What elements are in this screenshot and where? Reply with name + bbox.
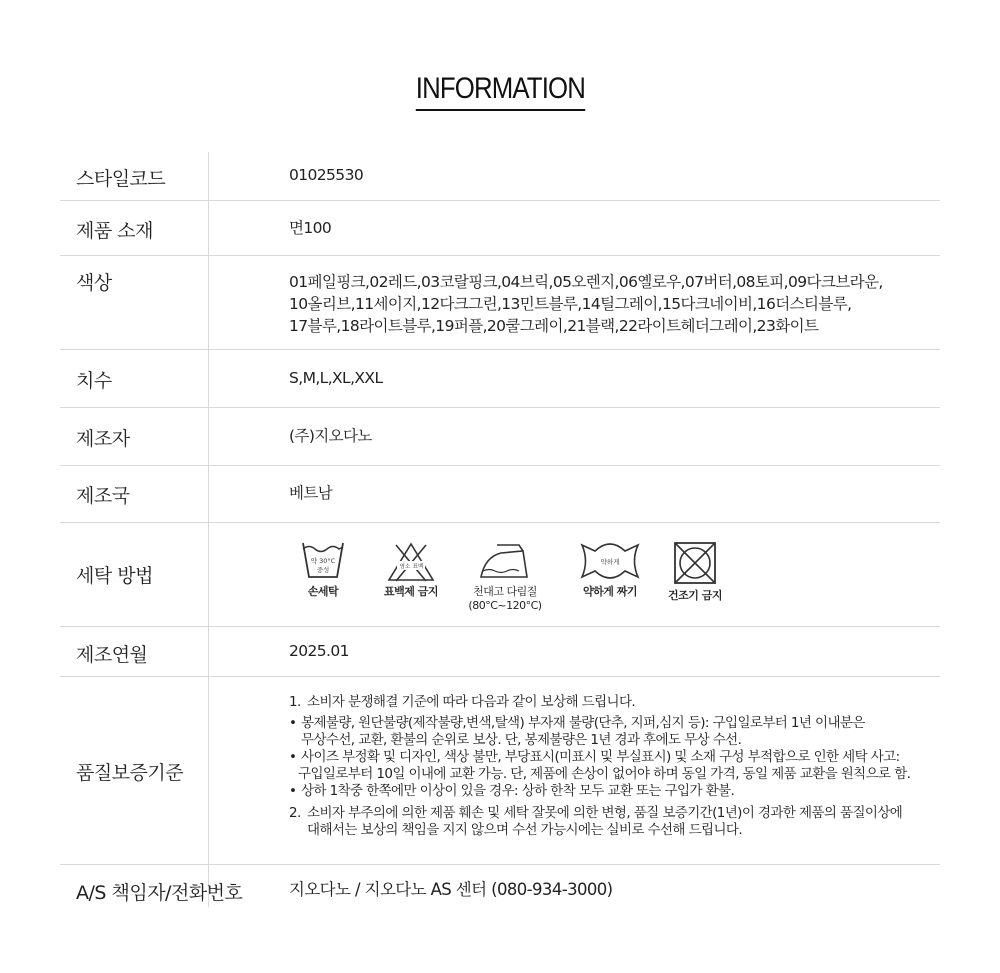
- wash-item: [575, 541, 645, 599]
- label-size: 치수: [76, 370, 112, 392]
- row-quality: [60, 677, 940, 865]
- page-title: INFORMATION: [415, 72, 584, 111]
- quality-bullet-1: • 봉제불량, 원단불량(제작불량,변색,탈색) 부자재 불량(단추, 지퍼,심지 등): 구입일로부터 1년 이내분은: [289, 715, 865, 731]
- wash-item: [665, 541, 725, 603]
- row-date: [60, 627, 940, 677]
- no-bleach-word1: 염소: [399, 564, 411, 570]
- value-color: [289, 271, 883, 337]
- label-maker: 제조자: [76, 428, 130, 450]
- row-maker: [60, 408, 940, 466]
- value-date: 2025.01: [289, 642, 349, 660]
- no-tumble-dry-caption: 건조기 금지: [668, 589, 722, 602]
- label-wash: 세탁 방법: [76, 565, 153, 587]
- color-line: 01페일핑크,02레드,03코랄핑크,04브릭,05오렌지,06옐로우,07버터,08토피,09다크브라운,: [289, 273, 883, 291]
- label-quality: 품질보증기준: [76, 762, 184, 784]
- label-color: 색상: [76, 272, 112, 294]
- row-color: [60, 256, 940, 350]
- label-style-code: 스타일코드: [76, 168, 166, 190]
- wash-item: [465, 541, 545, 613]
- no-bleach-icon: [386, 541, 436, 583]
- gentle-wring-icon: [579, 541, 641, 581]
- quality-bullet-2: • 사이즈 부정확 및 디자인, 색상 불만, 부당표시(미표시 및 부실표시) 및 소재 구성 부적합으로 인한 세탁 사고:: [289, 749, 900, 765]
- color-line: 10올리브,11세이지,12다크그린,13민트블루,14틸그레이,15다크네이비,16더스티블루,: [289, 295, 852, 313]
- label-country: 제조국: [76, 485, 130, 507]
- info-table: [60, 152, 940, 912]
- color-line: 17블루,18라이트블루,19퍼플,20쿨그레이,21블랙,22라이트헤더그레이,23화이트: [289, 317, 819, 335]
- iron-temp-caption: (80°C~120°C): [468, 599, 542, 612]
- value-material: 면100: [289, 219, 332, 237]
- value-size: S,M,L,XL,XXL: [289, 369, 383, 387]
- iron-caption: 천대고 다림질: [473, 585, 537, 598]
- gentle-wring-caption: 약하게 짜기: [583, 585, 637, 598]
- no-tumble-dry-icon: [673, 541, 717, 585]
- value-maker: (주)지오다노: [289, 427, 372, 445]
- label-date: 제조연월: [76, 644, 148, 666]
- wash-item: [293, 541, 353, 599]
- row-as: [60, 865, 940, 912]
- quality-item-1: 1. 소비자 분쟁해결 기준에 따라 다음과 같이 보상해 드립니다.: [289, 694, 636, 710]
- row-country: [60, 466, 940, 523]
- no-bleach-caption: 표백제 금지: [384, 585, 438, 598]
- hand-wash-note: 중성: [316, 566, 330, 574]
- hand-wash-icon: [301, 541, 345, 581]
- header: [0, 72, 1000, 111]
- hand-wash-temp: 약 30°C: [310, 557, 336, 565]
- wash-icons: [289, 541, 769, 621]
- row-material: [60, 201, 940, 256]
- label-material: 제품 소재: [76, 220, 153, 242]
- value-quality: [289, 694, 910, 839]
- quality-bullet-3: • 상하 1착중 한쪽에만 이상이 있을 경우: 상하 한착 모두 교환 또는 구입가 환불.: [289, 783, 735, 799]
- gentle-wring-word: 약하게: [600, 558, 620, 566]
- row-size: [60, 350, 940, 408]
- quality-bullet-1-cont: 무상수선, 교환, 환불의 순위로 보상. 단, 봉제불량은 1년 경과 후에도 무상 수선.: [301, 732, 742, 748]
- label-as: A/S 책임자/전화번호: [76, 882, 243, 904]
- value-style-code: 01025530: [289, 166, 364, 184]
- iron-icon: [477, 541, 533, 581]
- no-bleach-word2: 표백: [412, 564, 424, 570]
- wash-item: [379, 541, 443, 599]
- row-wash: [60, 523, 940, 627]
- quality-item-2-cont: 대해서는 보상의 책임을 지지 않으며 수선 가능시에는 실비로 수선해 드립니다.: [307, 822, 743, 838]
- value-as: 지오다노 / 지오다노 AS 센터 (080-934-3000): [289, 880, 613, 899]
- hand-wash-caption: 손세탁: [307, 585, 339, 598]
- quality-bullet-2-cont: 구입일로부터 10일 이내에 교환 가능. 단, 제품에 손상이 없어야 하며 동일 가격, 동일 제품 교환을 원칙으로 함.: [298, 766, 911, 782]
- quality-item-2: 2. 소비자 부주의에 의한 제품 훼손 및 세탁 잘못에 의한 변형, 품질 보증기간(1년)이 경과한 제품의 품질이상에: [289, 805, 903, 821]
- row-style-code: [60, 152, 940, 201]
- value-country: 베트남: [289, 484, 333, 502]
